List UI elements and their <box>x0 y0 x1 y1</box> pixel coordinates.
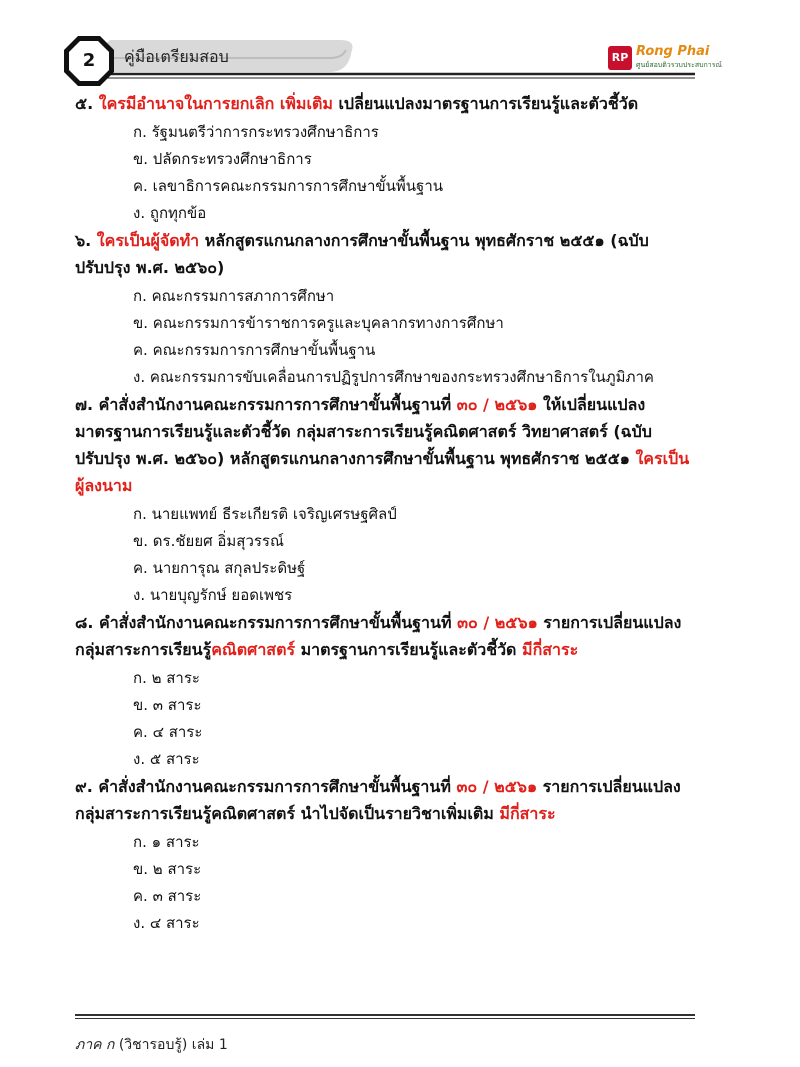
question-number: ๙. <box>75 777 93 796</box>
answer-option: ก. ๑ สาระ <box>133 833 200 851</box>
answer-option: ค. เลขาธิการคณะกรรมการการศึกษาขั้นพื้นฐาน <box>133 177 444 195</box>
page-footer <box>75 1034 228 1056</box>
answer-option: ง. ถูกทุกข้อ <box>133 204 207 222</box>
question-fragment: หลักสูตรแกนกลางการศึกษาขั้นพื้นฐาน พุทธศักราช ๒๕๕๑ (ฉบับปรับปรุง พ.ศ. ๒๕๖๐) <box>75 231 649 277</box>
question-fragment: ให้เปลี่ยนแปลงมาตรฐานการเรียนรู้และตัวชี้วัด กลุ่มสาระการเรียนรู้คณิตศาสตร์ วิทยาศาสตร์ (ฉบับปรับปรุง พ.ศ. ๒๕๖๐) หลักสูตรแกนกลางการศึกษาขั้นพื้นฐาน พุทธศักราช ๒๕๕๑ <box>75 395 652 468</box>
page-header <box>0 0 800 100</box>
highlighted-text: ใครเป็นผู้ลงนาม <box>75 449 690 495</box>
answer-option: ง. ๔ สาระ <box>133 914 200 932</box>
answer-option: ง. ๕ สาระ <box>133 750 200 768</box>
highlighted-text: ๓๐ / ๒๕๖๑ <box>456 777 538 796</box>
answer-option: ข. ๒ สาระ <box>133 860 202 878</box>
answer-option: ค. ๔ สาระ <box>133 723 203 741</box>
answer-option: ข. คณะกรรมการข้าราชการครูและบุคลากรทางการศึกษา <box>133 314 504 332</box>
question-number: ๖. <box>75 231 92 250</box>
publisher-logo <box>608 44 722 72</box>
footer-divider-thin <box>75 1018 695 1019</box>
answer-option: ก. คณะกรรมการสภาการศึกษา <box>133 287 335 305</box>
logo-tagline: ศูนย์สอบติวรวบประสบการณ์ <box>636 61 722 69</box>
question-text <box>75 227 695 281</box>
question-text <box>75 609 695 663</box>
answer-option: ข. ดร.ชัยยศ อิ่มสุวรรณ์ <box>133 532 284 550</box>
footer-part-label: ภาค ก <box>75 1037 115 1053</box>
question-fragment: รายการเปลี่ยนแปลง กลุ่มสาระการเรียนรู้ <box>75 613 682 659</box>
answer-option: ค. คณะกรรมการการศึกษาขั้นพื้นฐาน <box>133 341 376 359</box>
answer-option: ค. นายการุณ สกุลประดิษฐ์ <box>133 559 306 577</box>
answer-option: ข. ๓ สาระ <box>133 696 202 714</box>
question-fragment: รายการเปลี่ยนแปลงกลุ่มสาระการเรียนรู้คณิตศาสตร์ นำไปจัดเป็นรายวิชาเพิ่มเติม <box>75 777 681 823</box>
answer-option: ข. ปลัดกระทรวงศึกษาธิการ <box>133 150 312 168</box>
highlighted-text: ๓๐ / ๒๕๖๑ <box>456 395 538 414</box>
question-number: ๘. <box>75 613 94 632</box>
footer-volume: เล่ม 1 <box>191 1037 228 1053</box>
logo-name: Rong Phai <box>636 44 710 59</box>
question-text <box>75 391 695 499</box>
highlighted-text: ใครเป็นผู้จัดทำ <box>91 231 200 250</box>
footer-subject: (วิชารอบรู้) <box>114 1037 192 1053</box>
question-fragment: คำสั่งสำนักงานคณะกรรมการการศึกษาขั้นพื้นฐานที่ <box>93 395 457 414</box>
page-number: 2 <box>82 50 96 71</box>
highlighted-text: ใครมีอำนาจในการยกเลิก เพิ่มเติม <box>93 94 333 113</box>
question-fragment: คำสั่งสำนักงานคณะกรรมการการศึกษาขั้นพื้นฐานที่ <box>92 777 457 796</box>
highlighted-text: ๓๐ / ๒๕๖๑ <box>457 613 538 632</box>
question-number: ๕. <box>75 94 94 113</box>
logo-mark: RP <box>608 46 632 70</box>
answer-option: ง. คณะกรรมการขับเคลื่อนการปฏิรูปการศึกษาของกระทรวงศึกษาธิการในภูมิภาค <box>133 368 654 386</box>
question-fragment: มาตรฐานการเรียนรู้และตัวชี้วัด <box>295 640 523 659</box>
question-fragment: คำสั่งสำนักงานคณะกรรมการการศึกษาขั้นพื้นฐานที่ <box>93 613 458 632</box>
footer-divider <box>75 1014 695 1016</box>
header-title: คู่มือเตรียมสอบ <box>124 47 229 66</box>
answer-option: ก. นายแพทย์ ธีระเกียรติ เจริญเศรษฐศิลป์ <box>133 505 397 523</box>
answer-option: ก. รัฐมนตรีว่าการกระทรวงศึกษาธิการ <box>133 123 379 141</box>
answer-option: ก. ๒ สาระ <box>133 669 200 687</box>
answer-option: ค. ๓ สาระ <box>133 887 202 905</box>
highlighted-text: มีกี่สาระ <box>522 640 579 659</box>
answer-option: ง. นายบุญรักษ์ ยอดเพชร <box>133 586 293 604</box>
question-text <box>75 90 695 117</box>
question-number: ๗. <box>75 395 94 414</box>
highlighted-text: คณิตศาสตร์ <box>211 640 296 659</box>
highlighted-text: มีกี่สาระ <box>499 804 556 823</box>
question-fragment: เปลี่ยนแปลงมาตรฐานการเรียนรู้และตัวชี้วัด <box>332 94 639 113</box>
question-text <box>75 773 695 827</box>
question-list <box>75 90 695 937</box>
